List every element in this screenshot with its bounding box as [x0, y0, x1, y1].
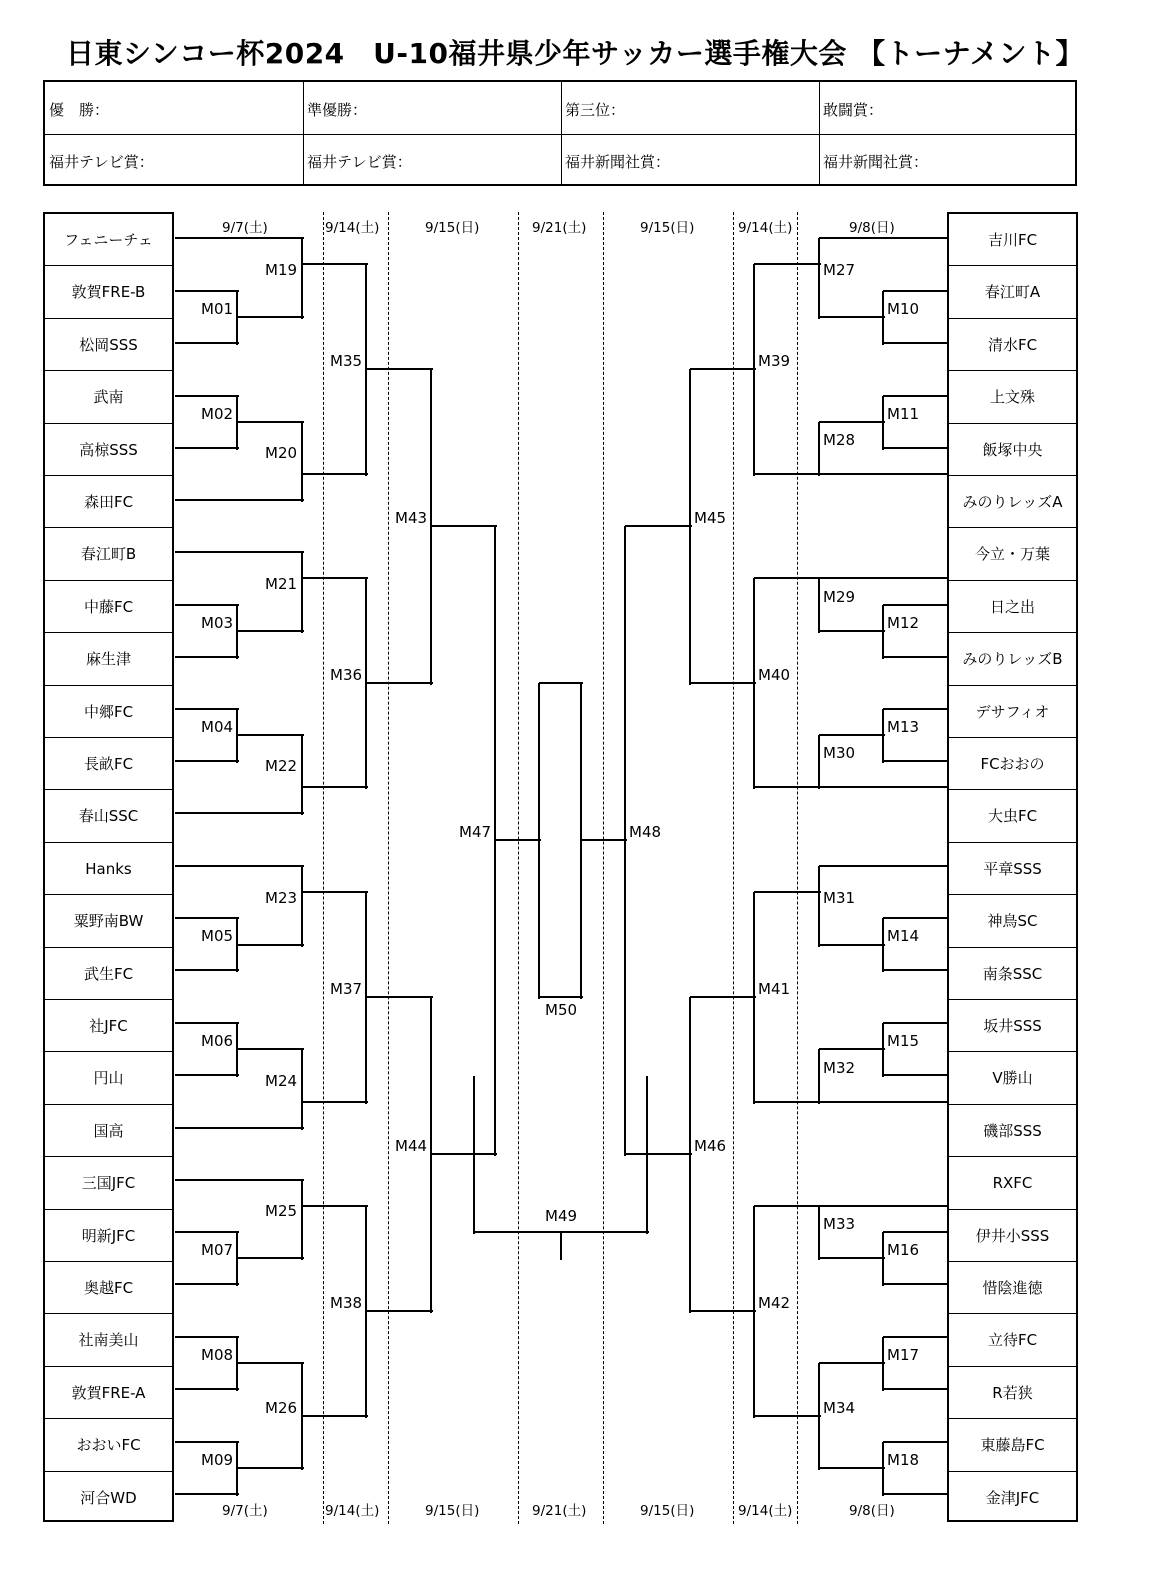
match-label: M27	[823, 260, 856, 279]
bracket-line	[494, 526, 496, 1156]
match-label: M38	[330, 1294, 363, 1312]
bracket-line	[236, 709, 238, 763]
match-label: M05	[201, 927, 234, 945]
bracket-line	[236, 291, 238, 345]
match-label: M04	[201, 718, 234, 736]
team-name-right: 立待FC	[987, 1331, 1038, 1350]
bracket-line	[819, 1362, 885, 1364]
bracket-line	[883, 395, 947, 397]
bracket-line	[175, 969, 239, 971]
bracket-line	[883, 708, 947, 710]
team-name-left: 中郷FC	[83, 702, 134, 721]
match-label: M25	[265, 1202, 298, 1220]
bracket-line	[754, 263, 821, 265]
match-label: M20	[265, 444, 298, 462]
match-label: M14	[887, 927, 920, 945]
team-name-right: デサフィオ	[975, 702, 1050, 721]
match-label: M02	[201, 405, 234, 423]
match-label: M34	[823, 1398, 856, 1417]
bracket-line	[818, 238, 820, 319]
bracket-line	[302, 786, 368, 788]
awards-row-divider	[45, 134, 1075, 135]
bracket-line	[539, 682, 583, 684]
match-label: M12	[887, 614, 920, 632]
team-name-left: 社南美山	[78, 1331, 139, 1350]
bracket-line	[646, 1076, 648, 1234]
team-name-right: 伊井小SSS	[975, 1226, 1050, 1245]
bracket-line	[883, 604, 947, 606]
award-champion-label: 優 勝：	[49, 101, 110, 119]
round-separator	[388, 212, 389, 1524]
team-name-right: 吉川FC	[987, 231, 1038, 249]
bracket-line	[366, 1310, 433, 1312]
bracket-line	[883, 760, 947, 762]
team-name-right: 平章SSS	[983, 859, 1042, 878]
bracket-line	[819, 237, 947, 239]
bracket-line	[539, 996, 583, 998]
team-name-left: 明新JFC	[81, 1226, 136, 1245]
team-name-right: 今立・万葉	[974, 545, 1050, 564]
bracket-line	[237, 944, 304, 946]
bracket-line	[819, 1467, 885, 1469]
bracket-line	[473, 1076, 475, 1234]
bracket-line	[237, 734, 304, 736]
bracket-line	[818, 578, 820, 633]
match-label: M50	[545, 1001, 578, 1019]
bracket-line	[819, 316, 885, 318]
round-date-label: 9/7(土)	[222, 220, 268, 236]
match-label: M32	[823, 1058, 856, 1077]
award-third-place-label: 第三位：	[565, 101, 626, 119]
bracket-line	[882, 1337, 884, 1391]
team-name-right: 神鳥SC	[987, 912, 1038, 931]
bracket-line	[819, 1048, 885, 1050]
team-name-left: 粟野南BW	[73, 912, 144, 931]
bracket-line	[819, 577, 947, 579]
bracket-line	[882, 291, 884, 345]
bracket-line	[883, 1022, 947, 1024]
round-separator	[603, 212, 604, 1524]
match-label: M47	[459, 823, 492, 841]
bracket-line	[365, 892, 367, 1104]
bracket-line	[883, 447, 947, 449]
team-name-left: 中藤FC	[83, 597, 134, 616]
bracket-line	[560, 1232, 562, 1260]
match-label: M39	[758, 352, 791, 370]
bracket-line	[819, 630, 885, 632]
team-name-left: 長畝FC	[83, 755, 134, 773]
match-label: M01	[201, 300, 234, 318]
round-date-label: 9/7(土)	[222, 1503, 268, 1519]
bracket-line	[236, 605, 238, 659]
bracket-line	[302, 1101, 368, 1103]
bracket-line	[819, 1257, 885, 1259]
team-name-left: 国高	[93, 1121, 124, 1140]
bracket-line	[175, 865, 304, 867]
bracket-line	[883, 1336, 947, 1338]
team-name-right: R若狭	[992, 1383, 1033, 1402]
round-date-label: 9/14(土)	[325, 220, 380, 236]
match-label: M40	[758, 665, 791, 684]
bracket-line	[624, 526, 626, 1156]
bracket-line	[819, 1205, 947, 1207]
match-label: M03	[201, 614, 234, 632]
round-separator	[733, 212, 734, 1524]
bracket-line	[236, 1232, 238, 1286]
awards-col-divider	[303, 82, 304, 184]
bracket-line	[690, 1310, 756, 1312]
match-label: M42	[758, 1294, 791, 1312]
match-label: M09	[201, 1451, 234, 1469]
team-name-left: 麻生津	[85, 650, 131, 669]
bracket-line	[883, 290, 947, 292]
bracket-line	[366, 682, 433, 684]
team-name-right: 金津JFC	[985, 1488, 1040, 1507]
match-label: M11	[887, 405, 920, 423]
bracket-line	[818, 1206, 820, 1260]
bracket-line	[430, 997, 432, 1313]
bracket-line	[175, 499, 304, 501]
bracket-line	[689, 369, 691, 685]
match-label: M37	[330, 980, 363, 998]
bracket-line	[236, 1023, 238, 1077]
bracket-line	[175, 604, 239, 606]
team-name-left: 春江町B	[80, 545, 137, 564]
bracket-line	[175, 1074, 239, 1076]
match-label: M44	[395, 1137, 428, 1155]
bracket-line	[175, 708, 239, 710]
team-name-left: 松岡SSS	[79, 335, 138, 354]
award-fukui-shimbun-label: 福井新聞社賞：	[823, 153, 929, 171]
awards-col-divider	[561, 82, 562, 184]
award-fukui-tv-label: 福井テレビ賞：	[49, 153, 154, 171]
team-name-left: 森田FC	[83, 493, 134, 511]
match-label: M15	[887, 1032, 920, 1050]
bracket-line	[175, 917, 239, 919]
match-label: M49	[545, 1207, 578, 1225]
team-name-left: 敦賀FRE-A	[71, 1383, 146, 1402]
bracket-line	[882, 396, 884, 450]
bracket-line	[883, 1074, 947, 1076]
bracket-line	[754, 577, 821, 579]
bracket-line	[883, 1493, 947, 1495]
bracket-line	[175, 1388, 239, 1390]
bracket-line	[301, 1180, 303, 1260]
bracket-line	[302, 263, 368, 265]
match-label: M13	[887, 718, 920, 736]
bracket-line	[302, 473, 368, 475]
bracket-line	[175, 1493, 239, 1495]
bracket-line	[175, 342, 239, 344]
bracket-line	[882, 709, 884, 763]
bracket-line	[818, 735, 820, 789]
bracket-line	[883, 917, 947, 919]
bracket-line	[754, 1205, 821, 1207]
bracket-line	[754, 1415, 821, 1417]
bracket-line	[302, 1205, 368, 1207]
team-name-right: 飯塚中央	[982, 440, 1043, 459]
bracket-line	[431, 525, 497, 527]
page-title: 日東シンコー杯2024 U-10福井県少年サッカー選手権大会 【トーナメント】	[65, 37, 1085, 70]
bracket-line	[625, 1153, 692, 1155]
team-name-right: 南条SSC	[982, 964, 1043, 983]
team-name-left: 高椋SSS	[79, 440, 138, 459]
bracket-line	[175, 656, 239, 658]
bracket-line	[175, 551, 304, 553]
bracket-line	[302, 577, 368, 579]
round-separator	[797, 212, 798, 1524]
bracket-line	[625, 525, 692, 527]
team-name-left: 武生FC	[83, 964, 134, 983]
round-separator	[323, 212, 324, 1524]
bracket-line	[237, 1257, 304, 1259]
team-name-right: 清水FC	[987, 335, 1038, 354]
bracket-line	[365, 264, 367, 476]
bracket-line	[882, 1232, 884, 1286]
round-date-label: 9/14(土)	[325, 1503, 380, 1519]
match-label: M45	[694, 509, 727, 527]
bracket-line	[690, 368, 756, 370]
match-label: M28	[823, 431, 856, 449]
bracket-line	[819, 734, 885, 736]
team-name-left: Hanks	[85, 859, 132, 878]
bracket-line	[175, 1231, 239, 1233]
match-label: M18	[887, 1451, 920, 1469]
team-name-right: 上文殊	[989, 388, 1035, 407]
team-name-right: 磯部SSS	[983, 1121, 1042, 1140]
match-label: M46	[694, 1137, 727, 1155]
team-name-left: 春山SSC	[78, 807, 139, 826]
team-name-right: RXFC	[992, 1174, 1033, 1193]
round-date-label: 9/15(日)	[640, 220, 695, 236]
match-label: M19	[265, 260, 298, 279]
match-label: M10	[887, 300, 920, 318]
bracket-line	[581, 839, 627, 841]
team-name-left: 河合WD	[80, 1488, 137, 1507]
match-label: M26	[265, 1398, 298, 1417]
bracket-line	[365, 1206, 367, 1418]
bracket-line	[430, 369, 432, 685]
match-label: M35	[330, 352, 363, 370]
bracket-line	[690, 996, 756, 998]
match-label: M22	[265, 757, 298, 775]
bracket-line	[753, 264, 755, 476]
bracket-line	[236, 1337, 238, 1391]
award-fighting-spirit-label: 敢闘賞：	[823, 101, 884, 119]
bracket-line	[754, 473, 821, 475]
bracket-line	[301, 1049, 303, 1130]
round-date-label: 9/21(土)	[532, 220, 587, 236]
team-name-right: FCおおの	[980, 755, 1045, 773]
bracket-line	[538, 683, 540, 999]
bracket-line	[237, 1362, 304, 1364]
bracket-line	[818, 422, 820, 476]
match-label: M29	[823, 587, 856, 606]
bracket-line	[690, 682, 756, 684]
match-label: M43	[395, 509, 428, 527]
bracket-line	[883, 1388, 947, 1390]
bracket-line	[175, 290, 239, 292]
match-label: M21	[265, 574, 298, 593]
bracket-line	[753, 1206, 755, 1418]
round-date-label: 9/15(日)	[425, 1503, 480, 1519]
match-label: M23	[265, 888, 298, 907]
bracket-line	[819, 944, 885, 946]
bracket-line	[366, 996, 433, 998]
team-name-left: おおいFC	[76, 1436, 141, 1455]
bracket-line	[819, 473, 947, 475]
team-name-right: 大虫FC	[987, 807, 1038, 826]
round-date-label: 9/15(日)	[425, 220, 480, 236]
team-name-left: 敦賀FRE-B	[71, 283, 146, 302]
bracket-line	[883, 969, 947, 971]
match-label: M31	[823, 888, 856, 907]
bracket-line	[237, 316, 304, 318]
bracket-line	[883, 656, 947, 658]
team-name-right: 惜陰進徳	[982, 1279, 1043, 1297]
awards-col-divider	[819, 82, 820, 184]
bracket-line	[237, 421, 304, 423]
team-name-left: 武南	[93, 388, 124, 407]
bracket-line	[882, 1442, 884, 1496]
bracket-line	[366, 368, 433, 370]
bracket-line	[175, 1336, 239, 1338]
bracket-line	[882, 605, 884, 659]
bracket-line	[301, 422, 303, 502]
bracket-line	[754, 1101, 821, 1103]
bracket-line	[236, 1442, 238, 1496]
team-name-right: みのりレッズB	[962, 650, 1063, 669]
round-date-label: 9/14(土)	[738, 1503, 793, 1519]
bracket-line	[754, 786, 821, 788]
team-name-right: 日之出	[989, 597, 1035, 616]
bracket-line	[236, 396, 238, 450]
bracket-line	[175, 812, 304, 814]
team-name-left: 奥越FC	[83, 1279, 134, 1297]
team-name-left: 社JFC	[89, 1017, 128, 1035]
award-runner-up-label: 準優勝：	[307, 101, 368, 119]
bracket-line	[818, 1049, 820, 1104]
team-name-left: 三国JFC	[81, 1174, 136, 1193]
bracket-line	[882, 1023, 884, 1077]
bracket-line	[175, 1441, 239, 1443]
match-label: M07	[201, 1241, 234, 1259]
bracket-line	[175, 237, 304, 239]
bracket-line	[754, 891, 821, 893]
round-date-label: 9/21(土)	[532, 1503, 587, 1519]
bracket-line	[883, 1283, 947, 1285]
team-name-right: 春江町A	[984, 283, 1041, 302]
bracket-line	[301, 866, 303, 947]
team-name-right: みのりレッズA	[962, 493, 1063, 511]
match-label: M33	[823, 1215, 856, 1233]
bracket-line	[753, 892, 755, 1104]
bracket-line	[689, 997, 691, 1313]
bracket-line	[883, 1441, 947, 1443]
bracket-line	[175, 447, 239, 449]
bracket-line	[175, 760, 239, 762]
bracket-line	[819, 421, 885, 423]
right-team-list	[947, 212, 1078, 1522]
bracket-line	[819, 865, 947, 867]
bracket-line	[301, 552, 303, 633]
bracket-line	[302, 891, 368, 893]
awards-table	[43, 80, 1077, 186]
bracket-line	[175, 395, 239, 397]
round-date-label: 9/14(土)	[738, 220, 793, 236]
bracket-line	[237, 1048, 304, 1050]
bracket-line	[883, 342, 947, 344]
match-label: M48	[629, 823, 662, 841]
bracket-line	[301, 238, 303, 319]
bracket-line	[819, 786, 947, 788]
award-fukui-tv-label: 福井テレビ賞：	[307, 153, 412, 171]
bracket-line	[175, 1179, 304, 1181]
match-label: M36	[330, 665, 363, 684]
round-separator	[518, 212, 519, 1524]
bracket-line	[301, 735, 303, 815]
match-label: M41	[758, 980, 791, 998]
team-name-right: 東藤島FC	[980, 1436, 1045, 1455]
bracket-line	[495, 839, 541, 841]
match-label: M16	[887, 1241, 920, 1259]
bracket-line	[237, 630, 304, 632]
bracket-line	[302, 1415, 368, 1417]
bracket-line	[237, 1467, 304, 1469]
bracket-line	[431, 1153, 497, 1155]
match-label: M08	[201, 1346, 234, 1364]
bracket-line	[883, 1231, 947, 1233]
round-date-label: 9/15(日)	[640, 1503, 695, 1519]
match-label: M17	[887, 1346, 920, 1364]
match-label: M24	[265, 1071, 298, 1090]
bracket-line	[818, 866, 820, 947]
bracket-line	[580, 683, 582, 999]
team-name-right: 坂井SSS	[983, 1017, 1042, 1035]
round-date-label: 9/8(日)	[849, 220, 895, 236]
bracket-line	[175, 1283, 239, 1285]
team-name-left: 円山	[93, 1069, 124, 1088]
left-team-list	[43, 212, 174, 1522]
team-name-right: V勝山	[992, 1069, 1033, 1088]
round-date-label: 9/8(日)	[849, 1503, 895, 1519]
match-label: M30	[823, 744, 856, 762]
bracket-line	[175, 1022, 239, 1024]
bracket-line	[175, 1127, 304, 1129]
team-name-left: フェニーチェ	[64, 231, 153, 249]
match-label: M06	[201, 1032, 234, 1050]
bracket-line	[819, 1101, 947, 1103]
award-fukui-shimbun-label: 福井新聞社賞：	[565, 153, 671, 171]
